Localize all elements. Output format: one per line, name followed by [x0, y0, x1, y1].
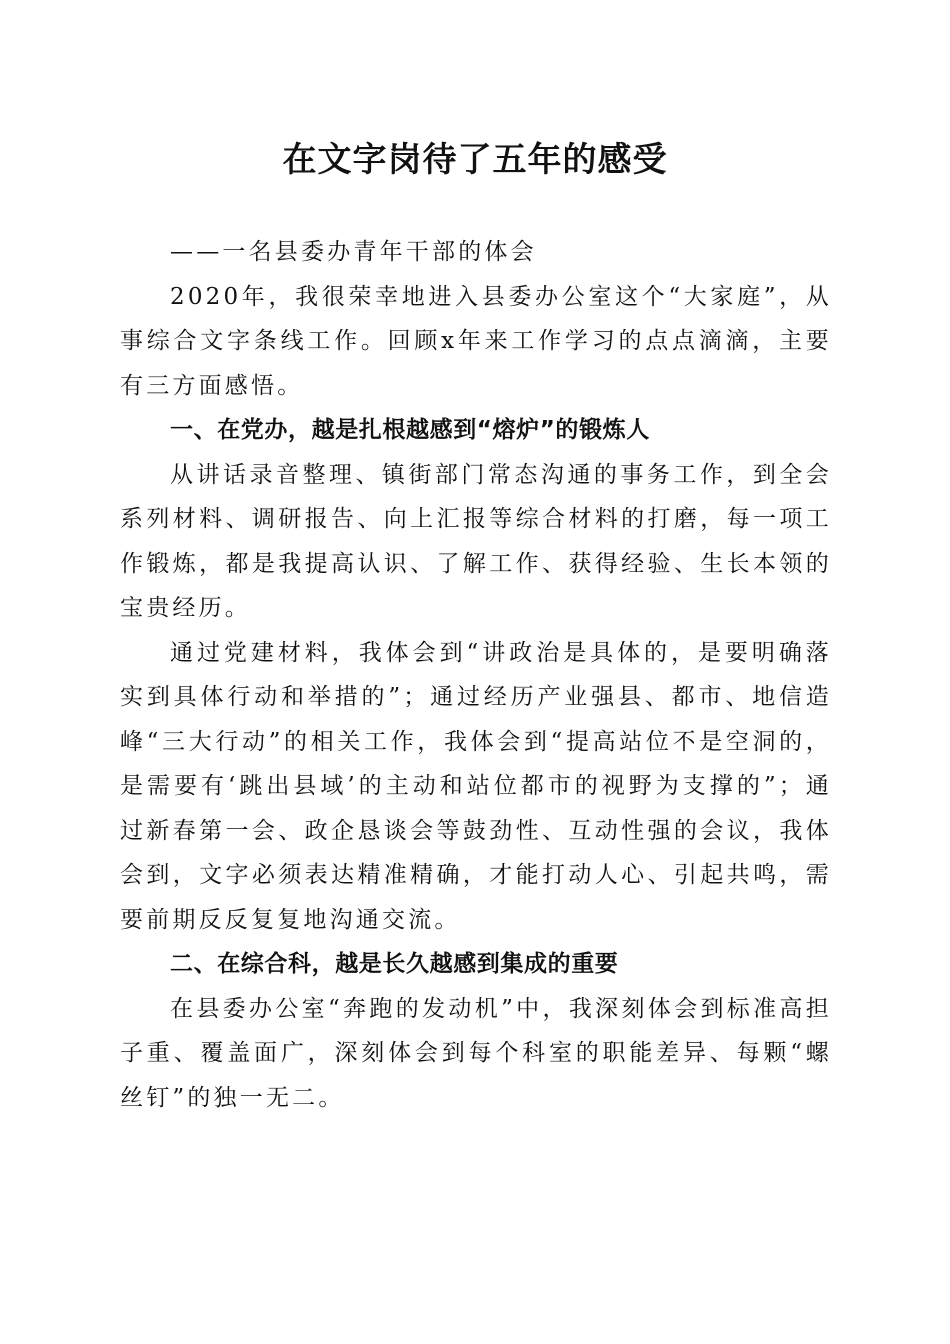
subtitle: ——一名县委办青年干部的体会 — [170, 239, 537, 265]
paragraph-intro: 2020年，我很荣幸地进入县委办公室这个“大家庭”，从事综合文字条线工作。回顾x年来工作学习的点点滴滴，主要有三方面感悟。 — [120, 283, 832, 399]
paragraph: 从讲话录音整理、镇街部门常态沟通的事务工作，到全会系列材料、调研报告、向上汇报等综合材料的打磨，每一项工作锻炼，都是我提高认识、了解工作、获得经验、生长本领的宝贵经历。 — [120, 461, 832, 621]
paragraph: 通过党建材料，我体会到“讲政治是具体的，是要明确落实到具体行动和举措的”；通过经历产业强县、都市、地信造峰“三大行动”的相关工作，我体会到“提高站位不是空洞的，是需要有‘跳出县域’的主动和站位都市的视野为支撑的”；通过新春第一会、政企恳谈会等鼓劲性、互动性强的会议，我体会到，文字必须表达精准精确，才能打动人心、引起共鸣，需要前期反反复复地沟通交流。 — [120, 639, 832, 933]
document-title: 在文字岗待了五年的感受 — [282, 140, 668, 180]
section-heading-1: 一、在党办，越是扎根越感到“熔炉”的锻炼人 — [170, 417, 650, 443]
paragraph: 在县委办公室“奔跑的发动机”中，我深刻体会到标准高担子重、覆盖面广，深刻体会到每个科室的职能差异、每颗“螺丝钉”的独一无二。 — [120, 995, 832, 1111]
document-body — [120, 230, 832, 1120]
section-heading-2: 二、在综合科，越是长久越感到集成的重要 — [170, 951, 619, 977]
